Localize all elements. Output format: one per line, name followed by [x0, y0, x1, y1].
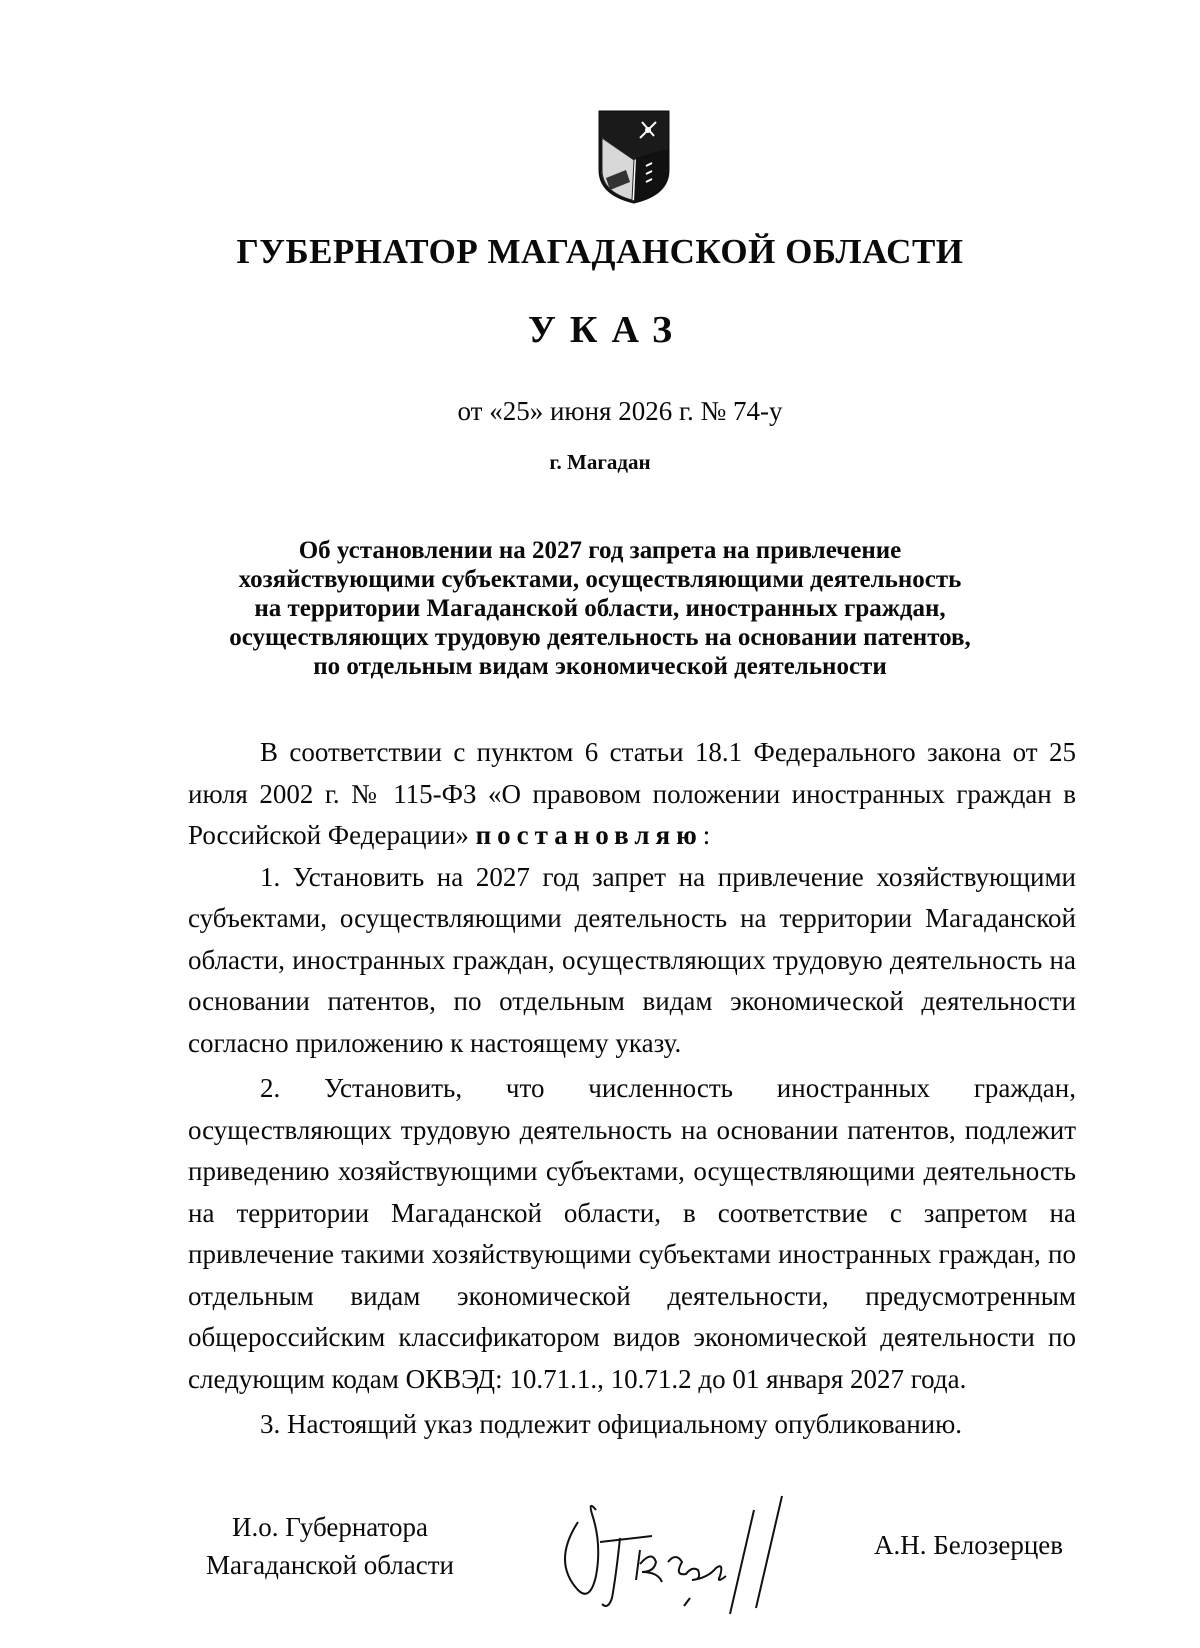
handwritten-signature-icon [556, 1480, 816, 1620]
heading-line: по отдельным видам экономической деятельности [313, 653, 887, 680]
heading-line: Об установлении на 2027 год запрета на привлечение [298, 537, 902, 564]
paragraph-1: 1. Установить на 2027 год запрет на привлечение хозяйствующими субъектами, осуществляющими деятельность на территории Магаданской области, иностранных граждан, осуществляющих трудовую деятельность на основании патентов, по отдельным видам экономической деятельности согласно приложению к настоящему указу. [188, 861, 1076, 1058]
preamble-text: В соответствии с пунктом 6 статьи 18.1 Федерального закона от 25 июля 2002 г. № 115-ФЗ «О правовом положении иностранных граждан в Российской Федерации» [188, 737, 1076, 850]
preamble-paragraph [188, 732, 1076, 857]
paragraph-2: 2. Установить, что численность иностранных граждан, осуществляющих трудовую деятельность на основании патентов, подлежит приведению хозяйствующими субъектами, осуществляющими деятельность на территории Магаданской области, в соответствие с запретом на привлечение такими хозяйствующими субъектами иностранных граждан, по отдельным видам экономической деятельности, предусмотренным общероссийским классификатором видов экономической деятельности по следующим кодам ОКВЭД: 10.71.1., 10.71.2 до 01 января 2027 года. [188, 1073, 1076, 1394]
document-body [188, 732, 1076, 1446]
signatory-name: А.Н. Белозерцев [874, 1530, 1064, 1560]
document-date-number: от «25» июня 2026 г. № 74-у [457, 396, 783, 426]
coat-of-arms-icon [596, 108, 672, 204]
issuing-authority: ГУБЕРНАТОР МАГАДАНСКОЙ ОБЛАСТИ [236, 232, 964, 271]
document-heading [150, 536, 1050, 681]
position-line: Магаданской области [206, 1550, 454, 1580]
decree-word: постановляю [475, 820, 703, 850]
decree-colon: : [702, 820, 711, 850]
document-type: УКАЗ [528, 309, 686, 351]
heading-line: осуществляющих трудовую деятельность на основании патентов, [229, 624, 971, 651]
signatory-position [190, 1508, 470, 1584]
document-city: г. Магадан [549, 450, 651, 474]
heading-line: на территории Магаданской области, иностранных граждан, [254, 595, 946, 622]
position-line: И.о. Губернатора [231, 1512, 428, 1542]
paragraph-3: 3. Настоящий указ подлежит официальному опубликованию. [260, 1409, 963, 1439]
heading-line: хозяйствующими субъектами, осуществляющими деятельность [238, 566, 962, 593]
